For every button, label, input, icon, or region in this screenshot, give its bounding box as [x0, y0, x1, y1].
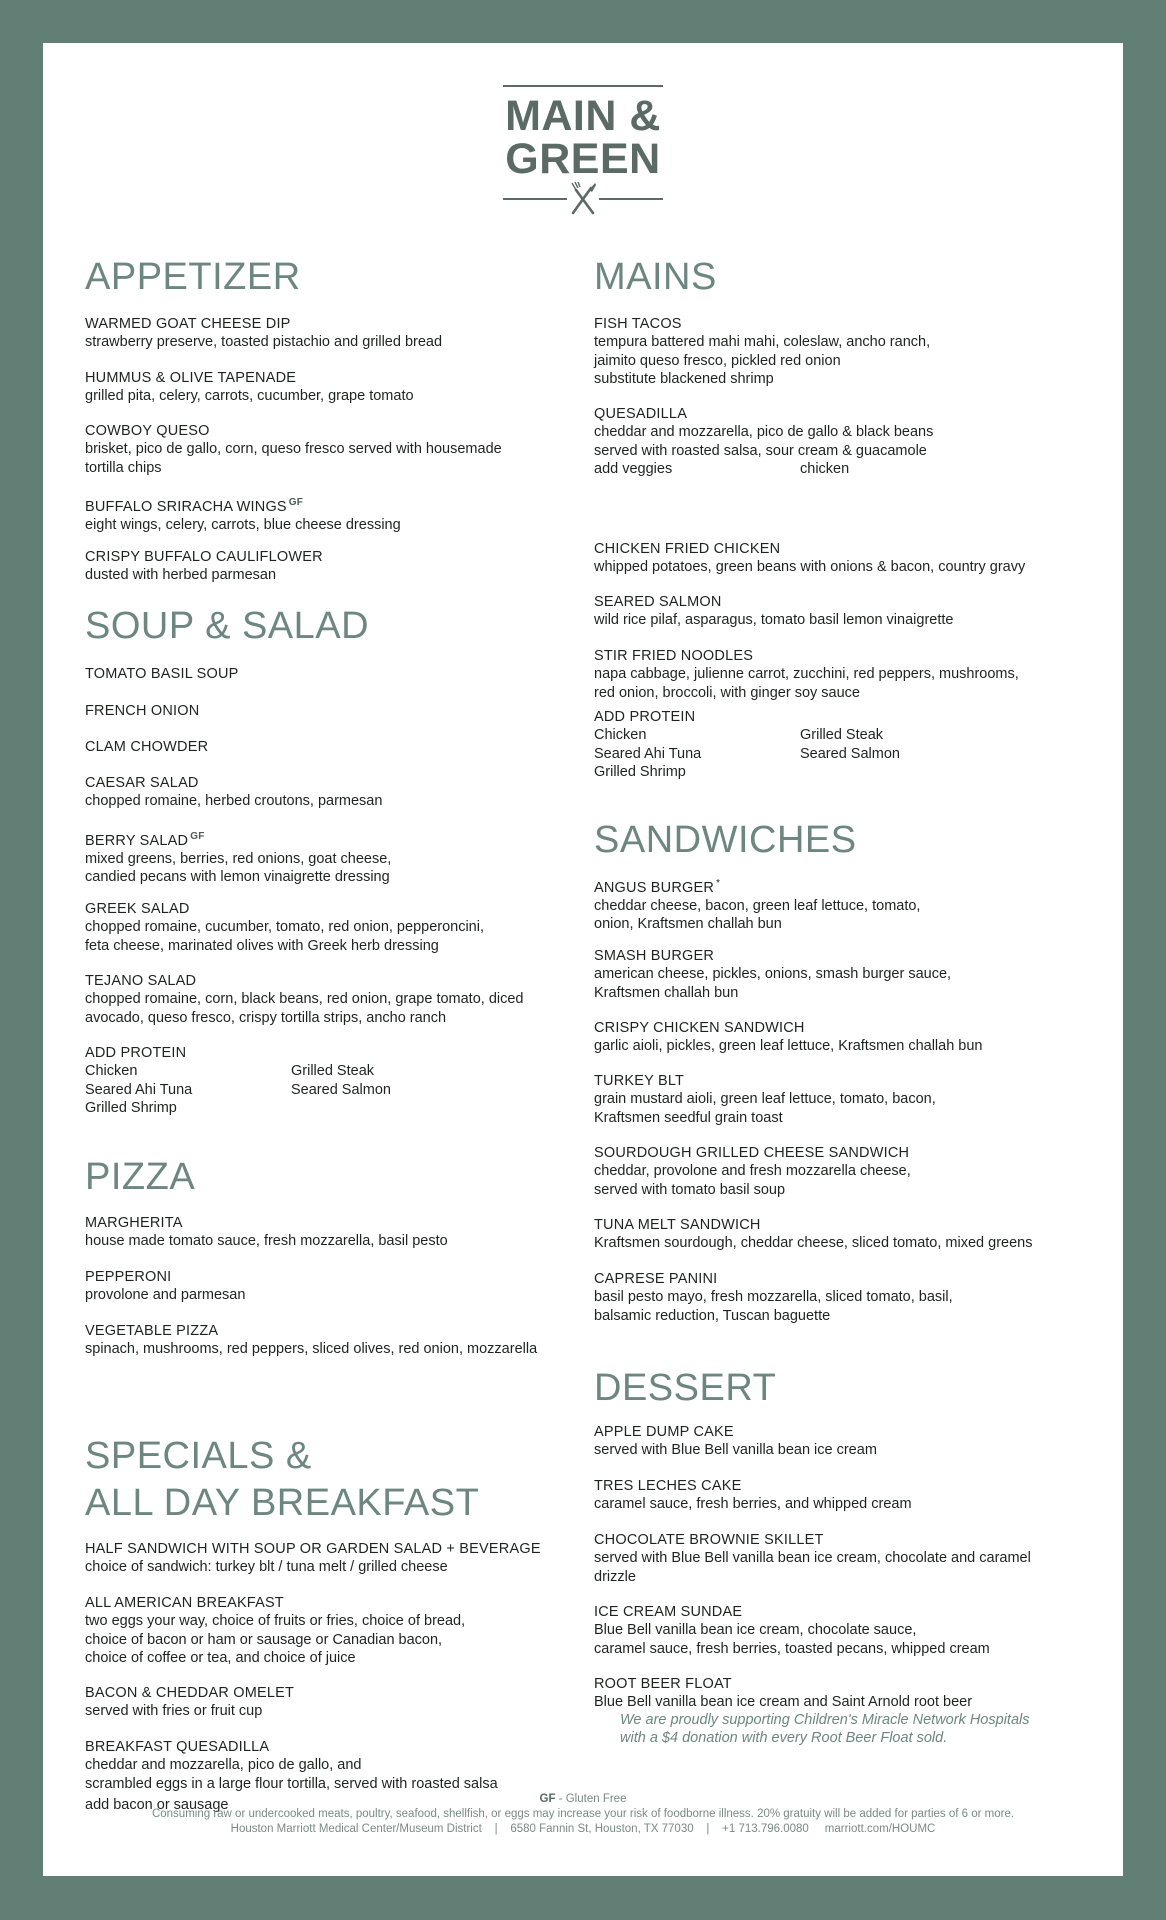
menu-item-tres-leches [594, 1477, 912, 1514]
item-desc: cheddar and mozzarella, pico de gallo, and [85, 1757, 362, 1773]
quesadilla-extra: chicken [800, 461, 850, 477]
item-name: VEGETABLE PIZZA [85, 1323, 219, 1339]
item-name: BREAKFAST QUESADILLA [85, 1739, 270, 1755]
logo-line-1: MAIN & [505, 92, 661, 140]
item-name [594, 875, 920, 897]
item-name: BACON & CHEDDAR OMELET [85, 1685, 295, 1701]
item-desc: served with tomato basil soup [594, 1181, 786, 1198]
item-name: MARGHERITA [85, 1215, 183, 1231]
quesadilla-extra: add veggies [594, 461, 673, 477]
menu-item-hummus [85, 369, 414, 406]
item-desc: mixed greens, berries, red onions, goat cheese, [85, 850, 392, 867]
item-name: CRISPY BUFFALO CAULIFLOWER [85, 549, 323, 565]
soup-salad-heading: SOUP & SALAD [85, 605, 370, 647]
item-desc: chopped romaine, cucumber, tomato, red onion, pepperoncini, [85, 919, 484, 935]
item-desc: chopped romaine, corn, black beans, red onion, grape tomato, diced [85, 991, 524, 1007]
logo-line-2: GREEN [505, 135, 661, 183]
item-name [85, 828, 391, 850]
item-desc: Blue Bell vanilla bean ice cream and Saint Arnold root beer [594, 1694, 973, 1710]
item-name: STIR FRIED NOODLES [594, 648, 754, 664]
dessert-heading: DESSERT [594, 1367, 777, 1409]
undercooked-warning-tag: * [716, 878, 721, 889]
item-desc: drizzle [594, 1568, 636, 1585]
menu-item-berry-salad [85, 828, 391, 887]
item-desc: served with Blue Bell vanilla bean ice cream, chocolate and caramel [594, 1550, 1031, 1566]
menu-item-vegetable-pizza [85, 1322, 537, 1359]
pizza-heading: PIZZA [85, 1156, 196, 1198]
menu-item-goat-cheese-dip [85, 315, 442, 352]
item-name: CAESAR SALAD [85, 775, 199, 791]
item-name: ICE CREAM SUNDAE [594, 1604, 743, 1620]
item-desc: Kraftsmen seedful grain toast [594, 1109, 783, 1126]
item-name: APPLE DUMP CAKE [594, 1424, 734, 1440]
item-desc: balsamic reduction, Tuscan baguette [594, 1307, 831, 1324]
item-desc: Kraftsmen sourdough, cheddar cheese, sliced tomato, mixed greens [594, 1235, 1033, 1251]
menu-item-french-onion [85, 702, 199, 720]
item-name: COWBOY QUESO [85, 423, 210, 439]
protein-option: Chicken [594, 727, 647, 743]
item-desc: avocado, queso fresco, crispy tortilla strips, ancho ranch [85, 1009, 447, 1026]
protein-option: Seared Ahi Tuna [594, 745, 702, 762]
menu-item-all-american-breakfast [85, 1594, 465, 1668]
logo-rule-right [599, 198, 663, 200]
menu-item-cowboy-queso [85, 422, 502, 477]
item-name: CHOCOLATE BROWNIE SKILLET [594, 1532, 824, 1548]
menu-item-root-beer-float [594, 1675, 972, 1712]
menu-item-smash-burger [594, 947, 951, 1002]
menu-item-pepperoni [85, 1268, 245, 1305]
item-desc: cheddar cheese, bacon, green leaf lettuce, tomato, [594, 897, 921, 914]
menu-item-apple-dump-cake [594, 1423, 877, 1460]
item-desc: served with roasted salsa, sour cream & guacamole [594, 442, 927, 459]
menu-item-buffalo-cauliflower [85, 548, 323, 585]
protein-option: Grilled Steak [291, 1063, 375, 1079]
menu-item-brownie-skillet [594, 1531, 1031, 1586]
item-desc: house made tomato sauce, fresh mozzarella, basil pesto [85, 1233, 448, 1249]
item-desc: grilled pita, celery, carrots, cucumber, grape tomato [85, 388, 414, 404]
menu-item-fish-tacos [594, 315, 930, 389]
menu-item-clam-chowder [85, 738, 208, 756]
item-desc: wild rice pilaf, asparagus, tomato basil lemon vinaigrette [594, 612, 954, 628]
item-desc: cheddar, provolone and fresh mozzarella cheese, [594, 1163, 911, 1179]
gluten-free-legend [43, 1792, 1123, 1807]
gluten-free-tag: GF [288, 497, 304, 508]
add-protein-label: ADD PROTEIN [594, 709, 696, 725]
item-name: TUNA MELT SANDWICH [594, 1217, 761, 1233]
item-name: HUMMUS & OLIVE TAPENADE [85, 370, 297, 386]
menu-item-greek-salad [85, 900, 484, 955]
item-name: CHICKEN FRIED CHICKEN [594, 541, 781, 557]
item-name: FISH TACOS [594, 316, 682, 332]
add-protein-mains [594, 708, 994, 788]
item-name-text: ANGUS BURGER [594, 879, 715, 896]
item-desc: grain mustard aioli, green leaf lettuce, tomato, bacon, [594, 1091, 936, 1107]
menu-item-omelet [85, 1684, 294, 1721]
item-name: TEJANO SALAD [85, 973, 197, 989]
menu-item-turkey-blt [594, 1072, 936, 1127]
item-desc: tortilla chips [85, 459, 162, 476]
item-name-text: BERRY SALAD [85, 832, 189, 849]
item-desc: caramel sauce, fresh berries, and whipped cream [594, 1496, 912, 1512]
appetizer-heading: APPETIZER [85, 256, 301, 298]
brand-logo [503, 85, 663, 215]
charity-note-line-1: We are proudly supporting Children's Miracle Network Hospitals [620, 1712, 1030, 1728]
gluten-free-tag: GF [190, 831, 205, 842]
item-desc: choice of sandwich: turkey blt / tuna melt / grilled cheese [85, 1559, 448, 1575]
mains-heading: MAINS [594, 256, 717, 298]
item-name-text: BUFFALO SRIRACHA WINGS [85, 498, 287, 515]
item-name: SOURDOUGH GRILLED CHEESE SANDWICH [594, 1145, 910, 1161]
menu-item-sriracha-wings [85, 494, 401, 534]
menu-item-stir-fried-noodles [594, 647, 1019, 702]
item-desc: tempura battered mahi mahi, coleslaw, ancho ranch, [594, 334, 931, 350]
menu-item-quesadilla [594, 405, 1094, 485]
item-desc: feta cheese, marinated olives with Greek herb dressing [85, 937, 439, 954]
item-name: ROOT BEER FLOAT [594, 1676, 732, 1692]
item-desc: onion, Kraftsmen challah bun [594, 916, 782, 933]
item-name: TURKEY BLT [594, 1073, 685, 1089]
item-desc: strawberry preserve, toasted pistachio and grilled bread [85, 334, 443, 350]
item-desc: red onion, broccoli, with ginger soy sauce [594, 684, 860, 701]
item-name [85, 494, 401, 516]
protein-option: Grilled Shrimp [85, 1100, 177, 1116]
add-protein-label: ADD PROTEIN [85, 1045, 187, 1061]
item-name: QUESADILLA [594, 406, 688, 422]
item-desc: american cheese, pickles, onions, smash burger sauce, [594, 966, 952, 982]
item-desc: jaimito queso fresco, pickled red onion [594, 352, 841, 369]
item-desc: Blue Bell vanilla bean ice cream, chocolate sauce, [594, 1622, 917, 1638]
item-desc: cheddar and mozzarella, pico de gallo & black beans [594, 424, 934, 440]
item-name: TOMATO BASIL SOUP [85, 666, 239, 682]
menu-item-caesar-salad [85, 774, 382, 811]
item-desc: chopped romaine, herbed croutons, parmesan [85, 793, 383, 809]
fork-knife-icon [569, 182, 597, 215]
protein-option: Grilled Shrimp [594, 764, 686, 780]
item-desc: substitute blackened shrimp [594, 371, 774, 387]
item-desc: basil pesto mayo, fresh mozzarella, sliced tomato, basil, [594, 1289, 953, 1305]
logo-rule-top [503, 85, 663, 87]
menu-item-margherita [85, 1214, 448, 1251]
food-safety-disclaimer: Consuming raw or undercooked meats, poultry, seafood, shellfish, or eggs may increase your risk of foodborne illness. 20% gratuity will be added for parties of 6 or more. [151, 1808, 1015, 1820]
menu-item-tomato-basil-soup [85, 665, 239, 683]
item-desc: two eggs your way, choice of fruits or fries, choice of bread, [85, 1613, 466, 1629]
menu-item-caprese-panini [594, 1270, 953, 1325]
item-name: SMASH BURGER [594, 948, 715, 964]
item-desc: brisket, pico de gallo, corn, queso fresco served with housemade [85, 441, 502, 457]
logo-title [503, 92, 663, 183]
add-protein-salad [85, 1044, 485, 1124]
menu-item-ice-cream-sundae [594, 1603, 990, 1658]
menu-page [43, 43, 1123, 1876]
specials-heading-line-1: SPECIALS & [85, 1435, 312, 1477]
item-desc: caramel sauce, fresh berries, toasted pecans, whipped cream [594, 1640, 990, 1657]
charity-note-line-2: with a $4 donation with every Root Beer Float sold. [620, 1730, 948, 1746]
item-name: TRES LECHES CAKE [594, 1478, 742, 1494]
menu-item-seared-salmon [594, 593, 953, 630]
item-desc: candied pecans with lemon vinaigrette dressing [85, 869, 390, 886]
item-desc: dusted with herbed parmesan [85, 567, 277, 583]
logo-rule-left [503, 198, 567, 200]
protein-option: Seared Salmon [291, 1081, 391, 1098]
item-desc: spinach, mushrooms, red peppers, sliced olives, red onion, mozzarella [85, 1341, 538, 1357]
item-desc: served with fries or fruit cup [85, 1703, 263, 1719]
item-desc: napa cabbage, julienne carrot, zucchini, red peppers, mushrooms, [594, 666, 1019, 682]
menu-item-crispy-chicken-sandwich [594, 1019, 982, 1056]
protein-option: Grilled Steak [800, 727, 884, 743]
menu-item-angus-burger [594, 875, 920, 934]
item-name: SEARED SALMON [594, 594, 722, 610]
menu-item-sourdough-grilled-cheese [594, 1144, 911, 1199]
item-desc: whipped potatoes, green beans with onions & bacon, country gravy [594, 559, 1026, 575]
menu-item-tejano-salad [85, 972, 524, 1027]
item-desc: eight wings, celery, carrots, blue cheese dressing [85, 516, 401, 533]
item-desc: choice of coffee or tea, and choice of juice [85, 1650, 356, 1666]
item-desc: served with Blue Bell vanilla bean ice cream [594, 1442, 877, 1458]
item-name: HALF SANDWICH WITH SOUP OR GARDEN SALAD + BEVERAGE [85, 1541, 541, 1557]
item-name: ALL AMERICAN BREAKFAST [85, 1595, 284, 1611]
item-name: CAPRESE PANINI [594, 1271, 718, 1287]
item-name: FRENCH ONION [85, 703, 200, 719]
protein-option: Chicken [85, 1063, 138, 1079]
item-desc: Kraftsmen challah bun [594, 984, 739, 1001]
menu-item-breakfast-quesadilla [85, 1738, 498, 1793]
gluten-free-key: GF [539, 1793, 556, 1805]
menu-item-half-sandwich [85, 1540, 541, 1577]
protein-option: Seared Ahi Tuna [85, 1081, 193, 1098]
gluten-free-key-text: - Gluten Free [555, 1793, 627, 1805]
item-desc: scrambled eggs in a large flour tortilla, served with roasted salsa [85, 1775, 498, 1792]
item-name: PEPPERONI [85, 1269, 172, 1285]
sandwiches-heading: SANDWICHES [594, 819, 857, 861]
item-desc: choice of bacon or ham or sausage or Canadian bacon, [85, 1631, 443, 1648]
restaurant-address: Houston Marriott Medical Center/Museum District | 6580 Fannin St, Houston, TX 77030 | +1 713.796.0080 marriott.com/HOUMC [230, 1823, 936, 1835]
item-name: GREEK SALAD [85, 901, 190, 917]
menu-item-tuna-melt [594, 1216, 1032, 1253]
item-desc: garlic aioli, pickles, green leaf lettuce, Kraftsmen challah bun [594, 1038, 983, 1054]
specials-heading-line-2: ALL DAY BREAKFAST [85, 1482, 480, 1524]
protein-option: Seared Salmon [800, 745, 900, 762]
item-name: WARMED GOAT CHEESE DIP [85, 316, 291, 332]
item-desc: add bacon or sausage [85, 1797, 229, 1813]
item-name: CLAM CHOWDER [85, 739, 209, 755]
item-desc: provolone and parmesan [85, 1287, 246, 1303]
item-name: CRISPY CHICKEN SANDWICH [594, 1020, 805, 1036]
menu-item-chicken-fried-chicken [594, 540, 1025, 577]
